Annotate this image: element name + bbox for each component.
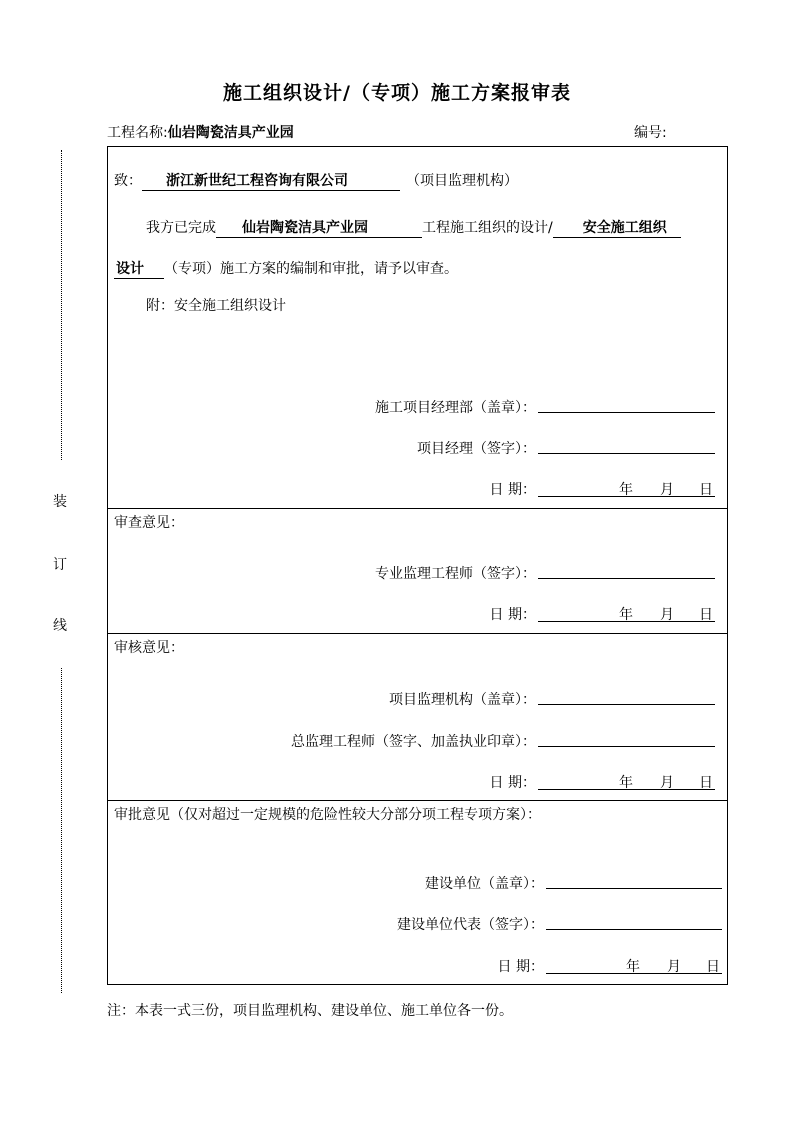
section1-date-field bbox=[538, 479, 715, 497]
binding-char-1: 装 bbox=[53, 494, 67, 510]
day-unit: 日 bbox=[699, 482, 713, 498]
supervision-org-seal-line bbox=[538, 704, 715, 705]
audit-opinion-heading: 审核意见： bbox=[114, 640, 184, 656]
project-name-value: 仙岩陶瓷洁具产业园 bbox=[167, 125, 294, 141]
supervisor-engineer-signature-label: 专业监理工程师（签字）： bbox=[375, 566, 536, 582]
section-divider-3 bbox=[107, 800, 728, 801]
binding-char-2: 订 bbox=[53, 557, 67, 573]
contractor-seal-label: 施工项目经理部（盖章）： bbox=[375, 400, 536, 416]
attachment-text: 附：安全施工组织设计 bbox=[146, 298, 286, 314]
section3-date-field bbox=[538, 772, 715, 790]
form-title: 施工组织设计/（专项）施工方案报审表 bbox=[223, 82, 571, 104]
statement-plan-name-part2: 设计 bbox=[114, 261, 164, 279]
statement-text-a: 我方已完成 bbox=[146, 220, 216, 236]
supervisor-engineer-signature-line bbox=[538, 578, 715, 579]
day-unit: 日 bbox=[699, 775, 713, 791]
statement-text-c: （专项）施工方案的编制和审批，请予以审查。 bbox=[164, 261, 458, 277]
month-unit: 月 bbox=[660, 482, 674, 498]
section3-date-label: 日 期： bbox=[489, 775, 536, 791]
addressee-label: 致： bbox=[114, 173, 142, 189]
binding-char-3: 线 bbox=[53, 618, 67, 634]
footer-note: 注：本表一式三份，项目监理机构、建设单位、施工单位各一份。 bbox=[107, 1003, 513, 1019]
statement-project-name: 仙岩陶瓷洁具产业园 bbox=[216, 220, 422, 238]
year-unit: 年 bbox=[626, 959, 640, 975]
year-unit: 年 bbox=[619, 607, 633, 623]
supervision-org-seal-label: 项目监理机构（盖章）： bbox=[389, 692, 536, 708]
statement-text-b: 工程施工组织的设计/ bbox=[422, 220, 553, 236]
binding-dotted-line-top bbox=[61, 150, 62, 460]
owner-rep-signature-line bbox=[546, 929, 722, 930]
form-number-label: 编号: bbox=[634, 125, 667, 141]
section4-date-field bbox=[546, 956, 722, 974]
owner-seal-label: 建设单位（盖章）： bbox=[425, 876, 544, 892]
statement-line-2 bbox=[114, 258, 458, 279]
review-opinion-heading: 审查意见： bbox=[114, 515, 184, 531]
statement-plan-name-part1: 安全施工组织 bbox=[553, 220, 681, 238]
month-unit: 月 bbox=[667, 959, 681, 975]
binding-dotted-line-bottom bbox=[61, 668, 62, 993]
approval-opinion-heading: 审批意见（仅对超过一定规模的危险性较大分部分项工程专项方案）： bbox=[114, 807, 541, 823]
addressee-line bbox=[114, 170, 518, 191]
section4-date-label: 日 期： bbox=[497, 959, 544, 975]
section2-date-label: 日 期： bbox=[489, 607, 536, 623]
section1-date-label: 日 期： bbox=[489, 482, 536, 498]
month-unit: 月 bbox=[660, 607, 674, 623]
contractor-seal-line bbox=[538, 412, 715, 413]
chief-engineer-signature-line bbox=[538, 746, 715, 747]
year-unit: 年 bbox=[619, 775, 633, 791]
section-divider-1 bbox=[107, 508, 728, 509]
pm-signature-line bbox=[538, 453, 715, 454]
project-name-row bbox=[107, 122, 294, 142]
owner-rep-signature-label: 建设单位代表（签字）： bbox=[397, 917, 544, 933]
month-unit: 月 bbox=[660, 775, 674, 791]
day-unit: 日 bbox=[699, 607, 713, 623]
addressee-suffix: （项目监理机构） bbox=[406, 173, 518, 189]
statement-line-1 bbox=[146, 217, 681, 238]
year-unit: 年 bbox=[619, 482, 633, 498]
addressee-org: 浙江新世纪工程咨询有限公司 bbox=[142, 173, 400, 191]
section-divider-2 bbox=[107, 633, 728, 634]
day-unit: 日 bbox=[706, 959, 720, 975]
owner-seal-line bbox=[546, 888, 722, 889]
pm-signature-label: 项目经理（签字）： bbox=[417, 441, 536, 457]
section2-date-field bbox=[538, 604, 715, 622]
project-name-label: 工程名称: bbox=[107, 125, 168, 141]
chief-engineer-signature-label: 总监理工程师（签字、加盖执业印章）： bbox=[291, 734, 536, 750]
